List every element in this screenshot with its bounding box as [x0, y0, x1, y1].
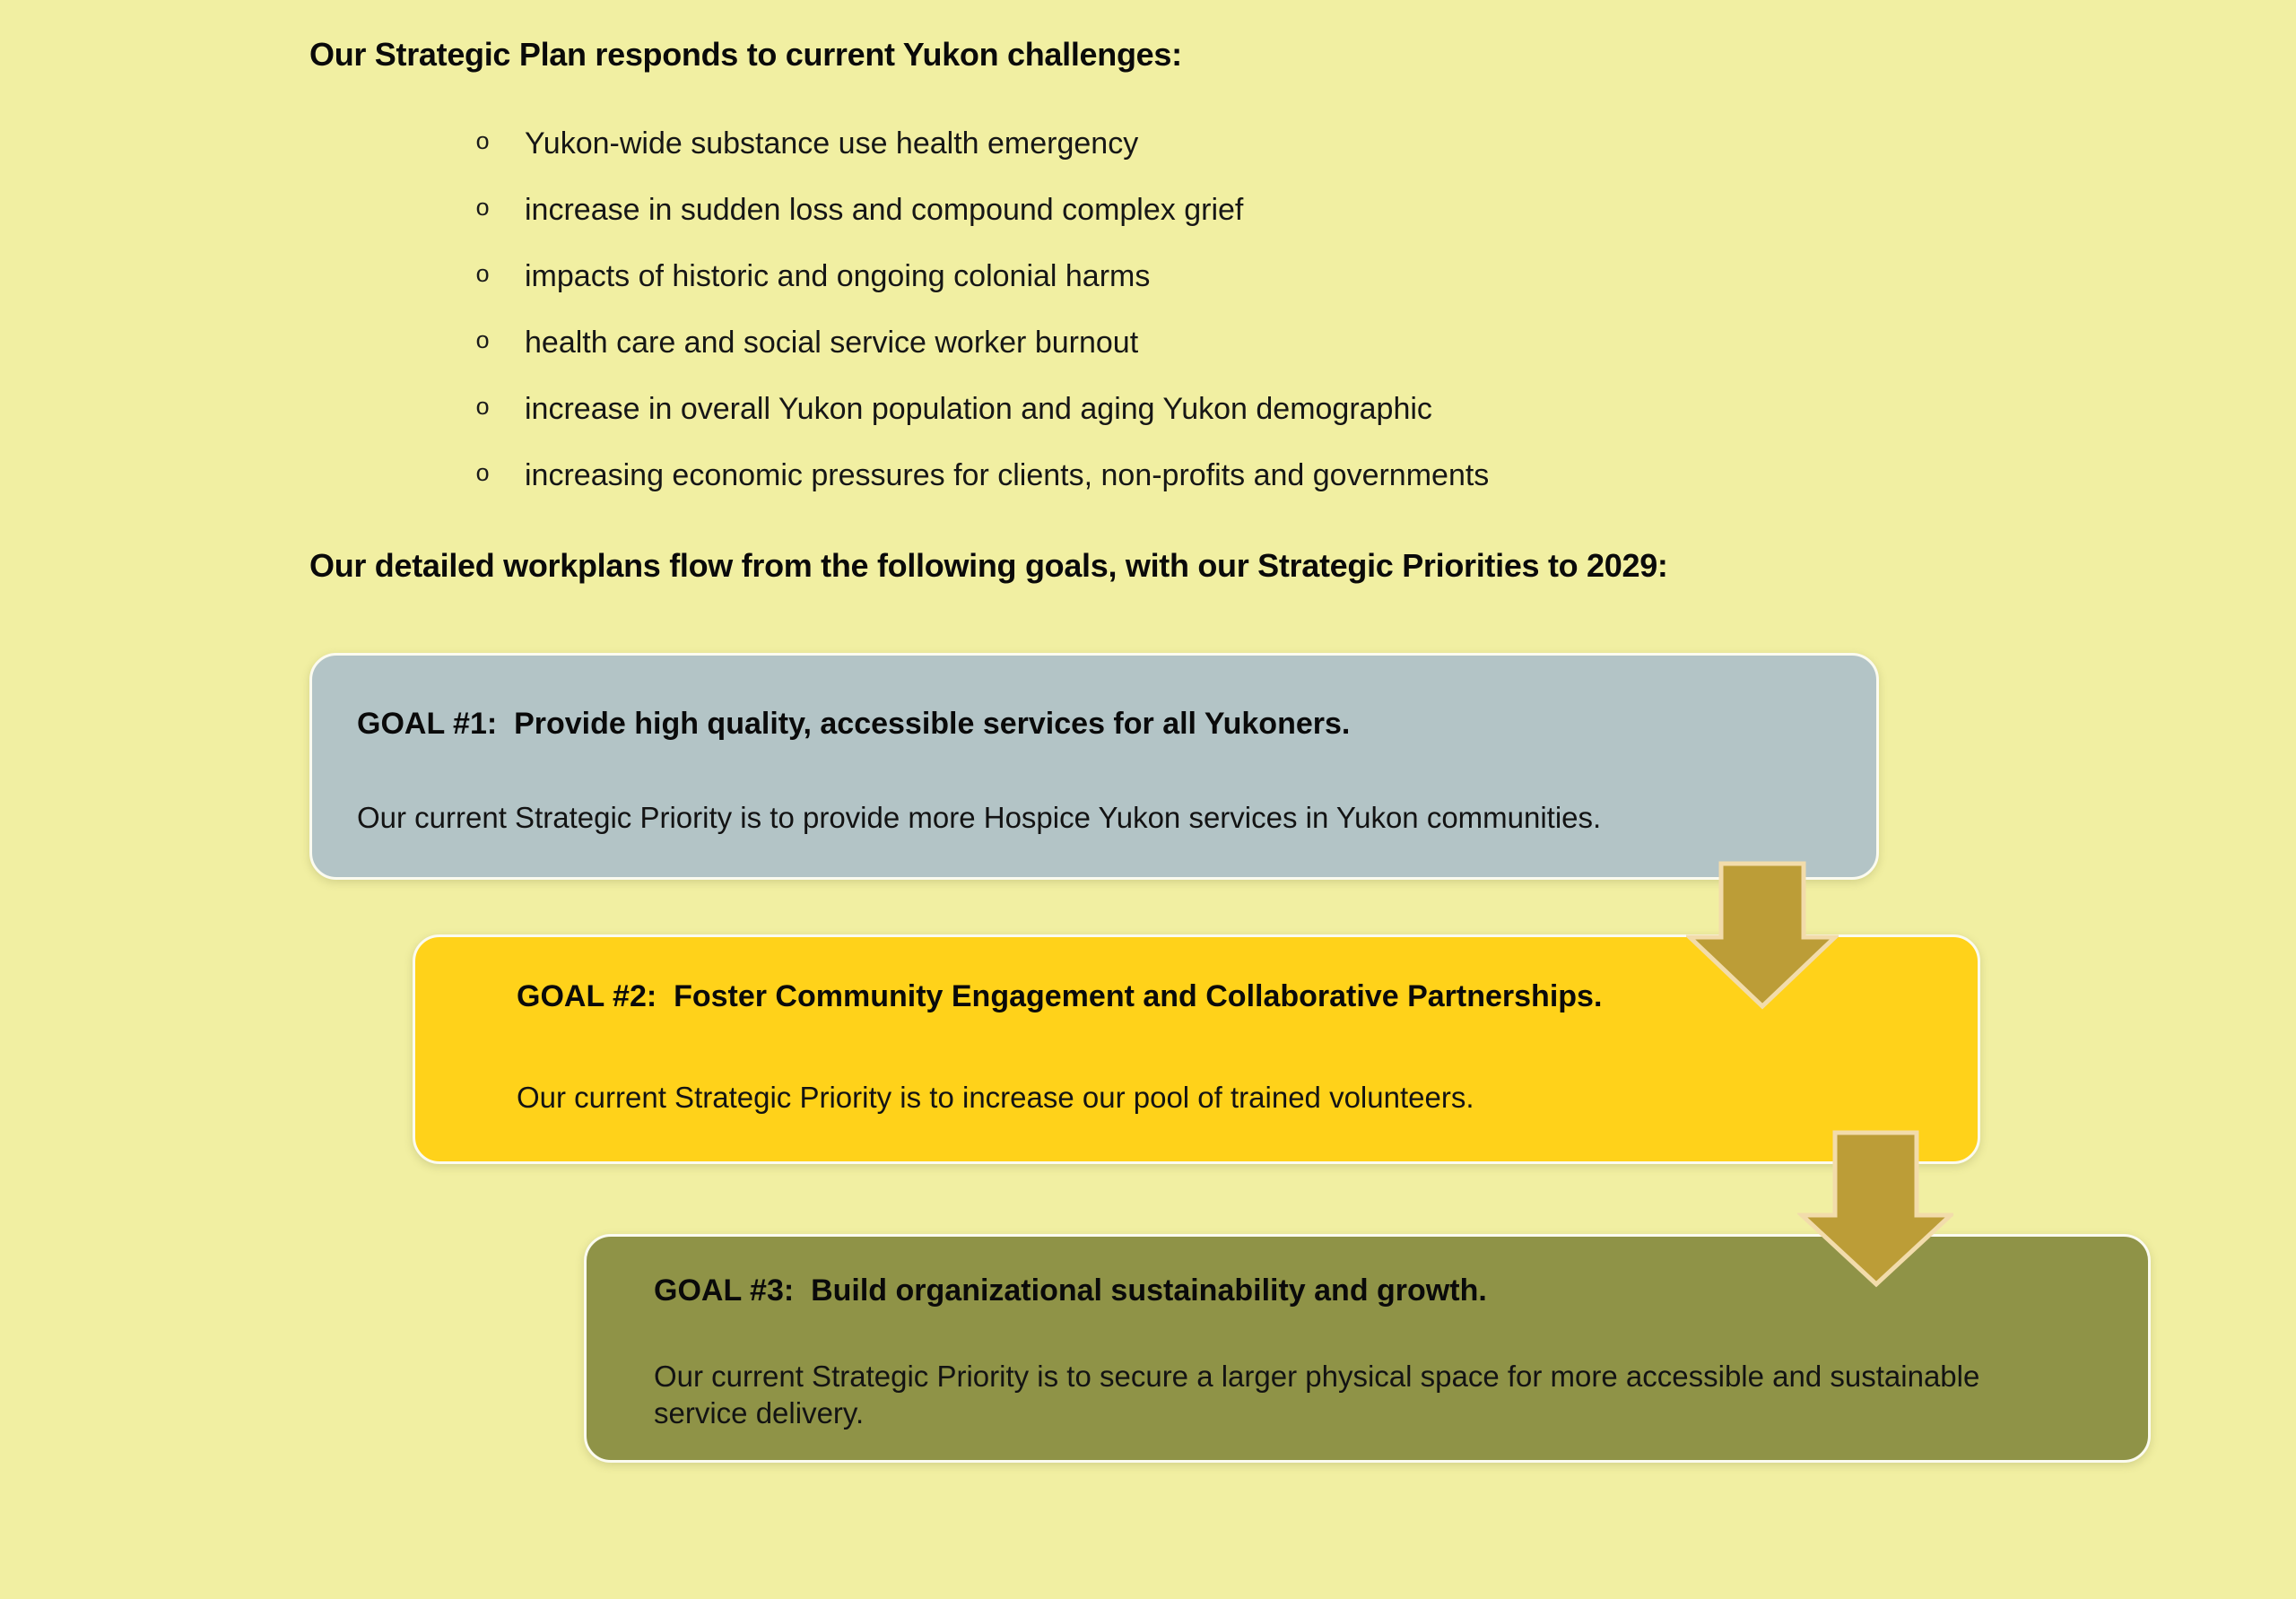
challenge-text: increasing economic pressures for clients, non-profits and governments [525, 457, 1490, 492]
goal-1-priority: Our current Strategic Priority is to provide more Hospice Yukon services in Yukon communities. [357, 801, 1602, 834]
goal-1-title: GOAL #1: Provide high quality, accessible services for all Yukoners. [357, 707, 1351, 741]
challenge-text: increase in overall Yukon population and aging Yukon demographic [525, 391, 1432, 426]
bullet-icon: o [475, 130, 491, 157]
bullet-icon: o [475, 329, 491, 356]
list-item [475, 376, 1489, 442]
down-arrow-icon [1686, 861, 1839, 1010]
challenges-list [475, 110, 1489, 508]
down-arrow-shape [1802, 1133, 1951, 1284]
challenge-text: impacts of historic and ongoing colonial harms [525, 258, 1151, 293]
bullet-icon: o [475, 462, 491, 489]
goal-2-priority: Our current Strategic Priority is to increase our pool of trained volunteers. [517, 1081, 1474, 1114]
goal-3-priority: Our current Strategic Priority is to secure a larger physical space for more accessible and sustainable service delivery. [654, 1360, 1988, 1430]
list-item [475, 309, 1489, 376]
challenge-text: health care and social service worker burnout [525, 325, 1139, 360]
bullet-icon: o [475, 263, 491, 290]
goal-2-title: GOAL #2: Foster Community Engagement and Collaborative Partnerships. [517, 979, 1603, 1013]
down-arrow-shape [1690, 864, 1835, 1006]
workplans-heading: Our detailed workplans flow from the following goals, with our Strategic Priorities to 2029: [309, 547, 1668, 584]
bullet-icon: o [475, 196, 491, 223]
challenge-text: Yukon-wide substance use health emergency [525, 126, 1139, 161]
challenges-heading: Our Strategic Plan responds to current Yukon challenges: [309, 36, 1182, 73]
challenge-text: increase in sudden loss and compound complex grief [525, 192, 1244, 227]
list-item [475, 177, 1489, 243]
list-item [475, 442, 1489, 508]
down-arrow-icon [1797, 1130, 1953, 1288]
list-item [475, 243, 1489, 309]
goal-3-title: GOAL #3: Build organizational sustainability and growth. [654, 1273, 1487, 1308]
list-item [475, 110, 1489, 177]
bullet-icon: o [475, 395, 491, 422]
goal-1-box [309, 653, 1879, 880]
